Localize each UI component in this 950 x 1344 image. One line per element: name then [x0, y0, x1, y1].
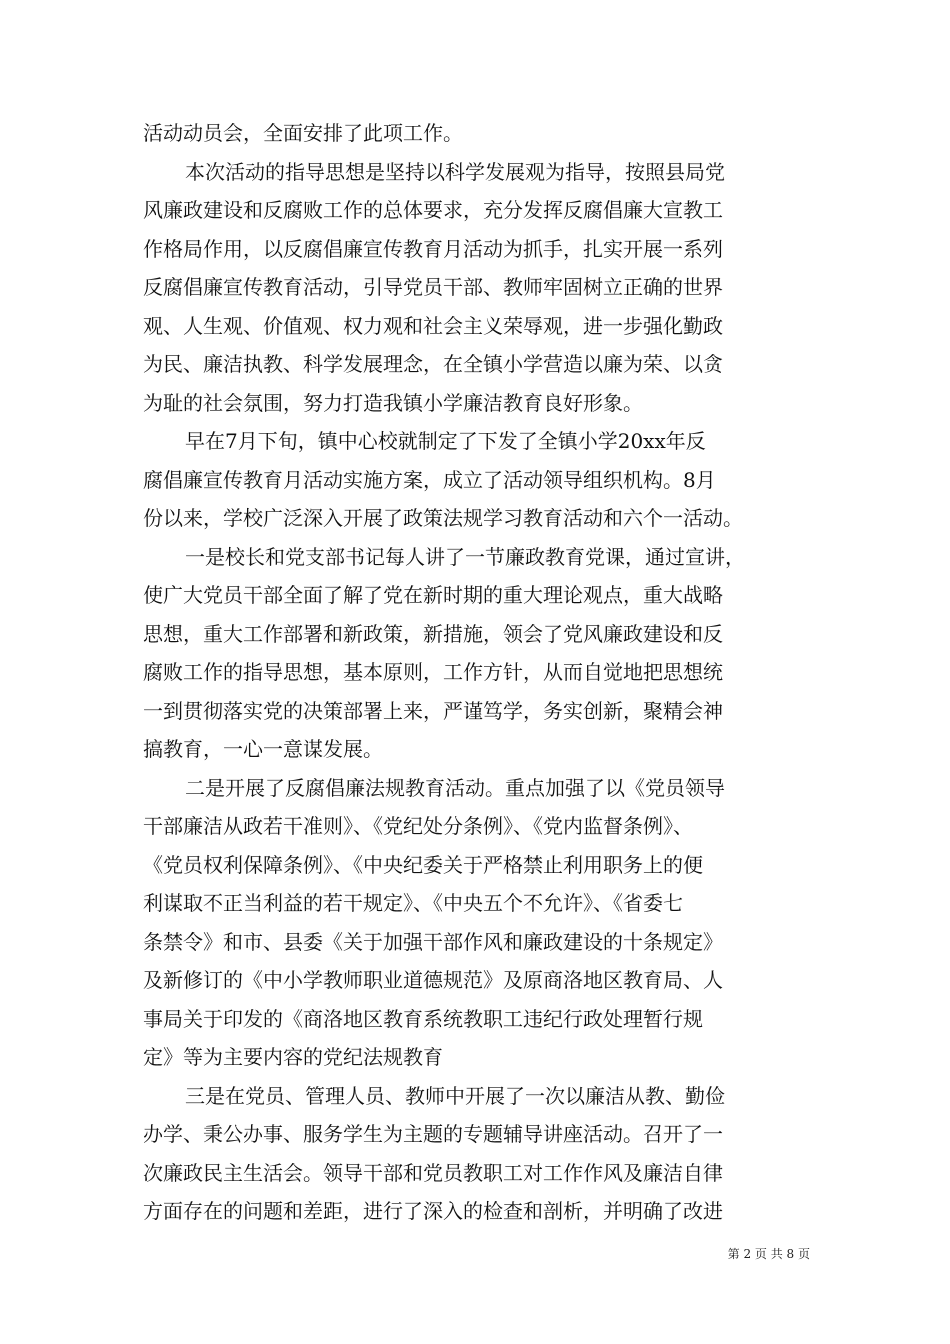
- text-line: 次廉政民主生活会。领导干部和党员教职工对工作作风及廉洁自律: [143, 1160, 723, 1185]
- text-line: 腐败工作的指导思想，基本原则，工作方针，从而自觉地把思想统: [143, 660, 723, 684]
- text-line: 思想，重大工作部署和新政策，新措施，领会了党风廉政建设和反: [143, 621, 723, 646]
- text-line: 条禁令》和市、县委《关于加强干部作风和廉政建设的十条规定》: [143, 929, 723, 954]
- text-line: 为耻的社会氛围，努力打造我镇小学廉洁教育良好形象。: [143, 390, 643, 415]
- text-line: 活动动员会，全面安排了此项工作。: [143, 121, 463, 145]
- text-line: 干部廉洁从政若干准则》、《党纪处分条例》、《党内监督条例》、: [143, 814, 693, 838]
- text-line: 定》等为主要内容的党纪法规教育: [143, 1045, 443, 1069]
- text-line: 搞教育，一心一意谋发展。: [143, 737, 383, 761]
- text-line: 反腐倡廉宣传教育活动，引导党员干部、教师牢固树立正确的世界: [143, 275, 723, 299]
- text-line: 使广大党员干部全面了解了党在新时期的重大理论观点，重大战略: [143, 583, 723, 607]
- text-line: 腐倡廉宣传教育月活动实施方案，成立了活动领导组织机构。8月: [143, 467, 716, 492]
- text-line: 观、人生观、价值观、权力观和社会主义荣辱观，进一步强化勤政: [143, 313, 723, 338]
- text-line: 方面存在的问题和差距，进行了深入的检查和剖析，并明确了改进: [143, 1199, 723, 1223]
- text-line: 《党员权利保障条例》、《中央纪委关于严格禁止利用职务上的便: [143, 852, 703, 877]
- text-line: 事局关于印发的《商洛地区教育系统教职工违纪行政处理暂行规: [143, 1006, 703, 1031]
- text-line: 利谋取不正当利益的若干规定》、《中央五个不允许》、《省委七: [143, 891, 683, 915]
- paragraph-start-line: 本次活动的指导思想是坚持以科学发展观为指导，按照县局党: [185, 159, 725, 184]
- text-line: 为民、廉洁执教、科学发展理念，在全镇小学营造以廉为荣、以贪: [143, 352, 723, 376]
- text-line: 办学、秉公办事、服务学生为主题的专题辅导讲座活动。召开了一: [143, 1122, 723, 1146]
- page-number-footer: 第 2 页 共 8 页: [727, 1247, 810, 1261]
- paragraph-start-line: 早在7月下旬，镇中心校就制定了下发了全镇小学20xx年反: [185, 429, 706, 453]
- paragraph-start-line: 三是在党员、管理人员、教师中开展了一次以廉洁从教、勤俭: [185, 1083, 725, 1108]
- document-body: [143, 114, 811, 1231]
- text-line: 风廉政建设和反腐败工作的总体要求，充分发挥反腐倡廉大宣教工: [143, 198, 723, 222]
- paragraph-start-line: 二是开展了反腐倡廉法规教育活动。重点加强了以《党员领导: [185, 775, 725, 800]
- text-line: 份以来，学校广泛深入开展了政策法规学习教育活动和六个一活动。: [143, 506, 743, 530]
- text-line: 作格局作用，以反腐倡廉宣传教育月活动为抓手，扎实开展一系列: [143, 236, 723, 261]
- text-line: 一到贯彻落实党的决策部署上来，严谨笃学，务实创新，聚精会神: [143, 698, 723, 723]
- paragraph-start-line: 一是校长和党支部书记每人讲了一节廉政教育党课，通过宣讲，: [185, 544, 745, 569]
- text-line: 及新修订的《中小学教师职业道德规范》及原商洛地区教育局、人: [143, 968, 723, 992]
